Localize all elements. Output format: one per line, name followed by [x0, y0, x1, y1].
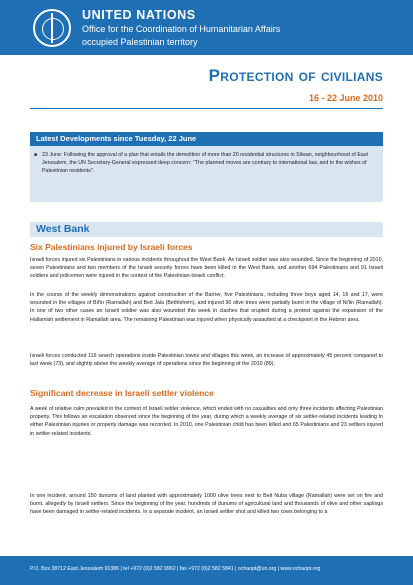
footer-contact: P.O. Box 38712 East Jerusalem 91386 | tel +972 (0)2 582 9962 | fax +972 (0)2 582 5841 | ochaopt@un.org | www.ochaopt.org [30, 566, 321, 572]
paragraph-3: Israeli forces conducted 116 search operations inside Palestinian towns and villages this week, an increase of approximately 45 percent compared to last week (73), and slightly above the weekly average of operations since the beginning of the 2010 (89). [30, 353, 383, 368]
org-name: UNITED NATIONS [82, 8, 196, 22]
report-title: Protection of civilians [208, 66, 383, 85]
paragraph-5: In one incident, around 150 dunums of land planted with approximately 1000 olive trees next to Beit Nuba village (Ramallah) were set on fire and burnt, allegedly by Israeli settlers. Since the beginning of the year, hundreds of dunums of agricultural land and thousands of olive and other saplings have been damaged in settler-related incidents. In a separate incident, an Israeli settler shot and killed two cows belonging to a [30, 493, 383, 516]
subheading-injured: Six Palestinians injured by Israeli forces [30, 242, 193, 252]
latest-developments-box [30, 132, 383, 202]
paragraph-1: Israeli forces injured six Palestinians in various incidents throughout the West Bank. An Israeli soldier was also wounded. Since the beginning of 2010, seven Palestinians and two members of the Israeli security forces have been killed in the West Bank, and another 694 Palestinians and 91 Israeli soldiers and policemen were injured in the context of the Palestinian-Israeli conflict. [30, 257, 383, 280]
header-banner [0, 0, 413, 55]
divider [30, 108, 383, 109]
report-dates: 16 - 22 June 2010 [308, 93, 383, 103]
paragraph-2: In the course of the weekly demonstrations against construction of the Barrier, five Palestinians, including three boys aged 14, 16 and 17, were wounded in the villages of Bil'in (Ramallah) and Beit Jala (Bethlehem), and injured 90 olive trees were partially burnt in the village of Ni'lin (Ramallah). In one of two other cases an Israeli soldier was also wounded this week in clashes that erupted during a protest against the expansion of the Hallamish settlement in Ramallah area. The remaining Palestinian was injured when physically assaulted at a checkpoint in the Hebron area. [30, 292, 383, 323]
org-office: Office for the Coordination of Humanitarian Affairs [82, 24, 281, 34]
section-bar [30, 222, 383, 237]
un-emblem-icon [33, 9, 71, 47]
paragraph-4: A week of relative calm prevailed in the context of Israeli settler violence, which ended with no casualties and only three incidents affecting Palestinian property. This follows an escalation observed since the beginning of the year, during which a weekly average of six settler-related incidents leading to either Palestinian injuries or property damage was recorded. In 2010, one Palestinian child has been killed and 65 Palestinians and 23 settlers injured in settler-related incidents. [30, 406, 383, 437]
latest-developments-bullet: ■ 23 June: Following the approval of a plan that entails the demolition of more than 20 residential structures in Silwan, neighbourhood of East Jerusalem, the UN Secretary-General expressed deep concern: "The planned moves are contrary to international law, and to the wishes of Palestinian residents". [42, 152, 372, 176]
org-territory: occupied Palestinian territory [82, 37, 198, 47]
footer-bar [0, 556, 413, 585]
section-title-west-bank: West Bank [36, 223, 90, 235]
latest-developments-heading: Latest Developments since Tuesday, 22 June [30, 132, 383, 146]
subheading-settler-violence: Significant decrease in Israeli settler violence [30, 388, 214, 398]
